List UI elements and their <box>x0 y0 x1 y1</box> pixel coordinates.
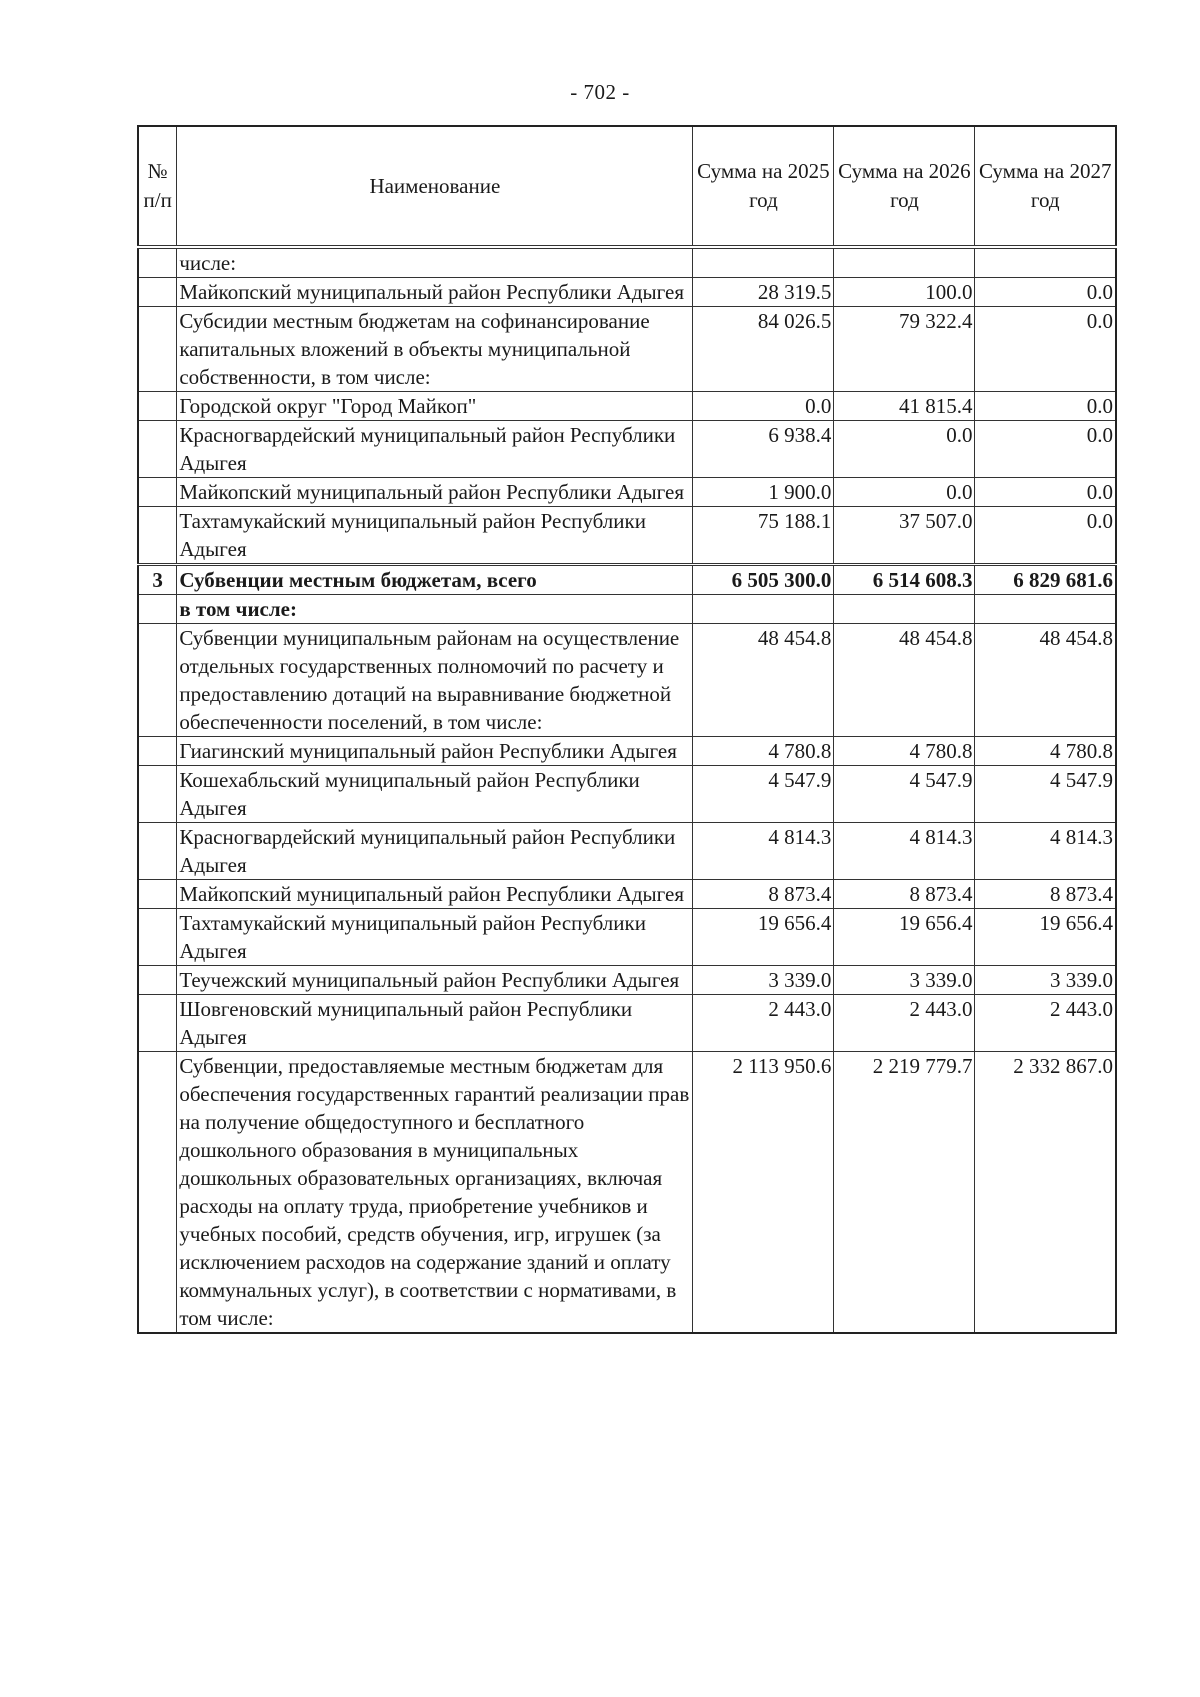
header-2027: Сумма на 2027 год <box>975 126 1116 247</box>
row-name-cell: Гиагинский муниципальный район Республики Адыгея <box>177 737 693 766</box>
amount-2026-cell: 3 339.0 <box>834 966 975 995</box>
amount-2025-cell: 6 938.4 <box>693 421 834 478</box>
amount-2026-cell: 8 873.4 <box>834 880 975 909</box>
amount-2027-cell <box>975 247 1116 278</box>
header-num: № п/п <box>138 126 177 247</box>
table-row <box>138 247 1116 278</box>
amount-2026-cell: 0.0 <box>834 421 975 478</box>
row-name-cell: Тахтамукайский муниципальный район Республики Адыгея <box>177 507 693 565</box>
amount-2026-cell: 2 219 779.7 <box>834 1052 975 1334</box>
amount-2027-cell: 4 780.8 <box>975 737 1116 766</box>
amount-2027-cell: 4 814.3 <box>975 823 1116 880</box>
row-number-cell <box>138 624 177 737</box>
amount-2025-cell: 2 443.0 <box>693 995 834 1052</box>
amount-2025-cell: 3 339.0 <box>693 966 834 995</box>
table-row <box>138 995 1116 1052</box>
amount-2027-cell: 0.0 <box>975 307 1116 392</box>
row-name-cell: Майкопский муниципальный район Республики Адыгея <box>177 478 693 507</box>
table-row <box>138 966 1116 995</box>
row-name-cell: в том числе: <box>177 595 693 624</box>
header-name: Наименование <box>177 126 693 247</box>
amount-2026-cell <box>834 247 975 278</box>
header-2025: Сумма на 2025 год <box>693 126 834 247</box>
amount-2027-cell <box>975 595 1116 624</box>
row-number-cell <box>138 766 177 823</box>
amount-2026-cell <box>834 595 975 624</box>
amount-2026-cell: 79 322.4 <box>834 307 975 392</box>
amount-2026-cell: 4 814.3 <box>834 823 975 880</box>
row-number-cell <box>138 880 177 909</box>
table-row <box>138 909 1116 966</box>
row-number-cell <box>138 595 177 624</box>
amount-2026-cell: 37 507.0 <box>834 507 975 565</box>
page-number: - 702 - <box>570 80 630 104</box>
table-row <box>138 421 1116 478</box>
amount-2026-cell: 41 815.4 <box>834 392 975 421</box>
row-name-cell: Субсидии местным бюджетам на софинансирование капитальных вложений в объекты муниципальной собственности, в том числе: <box>177 307 693 392</box>
row-number-cell <box>138 247 177 278</box>
amount-2025-cell: 28 319.5 <box>693 278 834 307</box>
row-number-cell <box>138 507 177 565</box>
row-name-cell: Майкопский муниципальный район Республики Адыгея <box>177 880 693 909</box>
amount-2025-cell: 6 505 300.0 <box>693 565 834 595</box>
row-name-cell: Шовгеновский муниципальный район Республики Адыгея <box>177 995 693 1052</box>
amount-2026-cell: 0.0 <box>834 478 975 507</box>
amount-2025-cell: 75 188.1 <box>693 507 834 565</box>
table-row <box>138 565 1116 595</box>
row-number-cell <box>138 392 177 421</box>
amount-2026-cell: 19 656.4 <box>834 909 975 966</box>
row-number-cell <box>138 737 177 766</box>
table-row <box>138 507 1116 565</box>
amount-2025-cell: 4 547.9 <box>693 766 834 823</box>
amount-2027-cell: 0.0 <box>975 478 1116 507</box>
amount-2026-cell: 4 547.9 <box>834 766 975 823</box>
amount-2025-cell: 48 454.8 <box>693 624 834 737</box>
table-row <box>138 766 1116 823</box>
budget-table <box>137 125 1117 1334</box>
table-row <box>138 478 1116 507</box>
amount-2025-cell: 8 873.4 <box>693 880 834 909</box>
amount-2027-cell: 6 829 681.6 <box>975 565 1116 595</box>
row-name-cell: Теучежский муниципальный район Республики Адыгея <box>177 966 693 995</box>
row-name-cell: Кошехабльский муниципальный район Республики Адыгея <box>177 766 693 823</box>
row-number-cell <box>138 478 177 507</box>
table-row <box>138 737 1116 766</box>
header-row <box>138 126 1116 247</box>
amount-2026-cell: 4 780.8 <box>834 737 975 766</box>
amount-2027-cell: 0.0 <box>975 507 1116 565</box>
amount-2025-cell: 0.0 <box>693 392 834 421</box>
row-name-cell: Субвенции муниципальным районам на осуществление отдельных государственных полномочий по расчету и предоставлению дотаций на выравнивание бюджетной обеспеченности поселений, в том числе: <box>177 624 693 737</box>
row-name-cell: Субвенции местным бюджетам, всего <box>177 565 693 595</box>
row-number-cell <box>138 909 177 966</box>
amount-2026-cell: 100.0 <box>834 278 975 307</box>
amount-2026-cell: 2 443.0 <box>834 995 975 1052</box>
amount-2027-cell: 3 339.0 <box>975 966 1116 995</box>
row-number-cell <box>138 278 177 307</box>
amount-2025-cell: 2 113 950.6 <box>693 1052 834 1334</box>
amount-2025-cell <box>693 595 834 624</box>
amount-2025-cell <box>693 247 834 278</box>
amount-2027-cell: 2 443.0 <box>975 995 1116 1052</box>
row-name-cell: Городской округ "Город Майкоп" <box>177 392 693 421</box>
amount-2027-cell: 19 656.4 <box>975 909 1116 966</box>
row-number-cell <box>138 1052 177 1334</box>
amount-2026-cell: 48 454.8 <box>834 624 975 737</box>
table-row <box>138 823 1116 880</box>
amount-2027-cell: 2 332 867.0 <box>975 1052 1116 1334</box>
amount-2025-cell: 4 780.8 <box>693 737 834 766</box>
amount-2027-cell: 0.0 <box>975 421 1116 478</box>
row-number-cell <box>138 995 177 1052</box>
row-name-cell: Красногвардейский муниципальный район Республики Адыгея <box>177 421 693 478</box>
amount-2027-cell: 8 873.4 <box>975 880 1116 909</box>
amount-2025-cell: 19 656.4 <box>693 909 834 966</box>
table-row <box>138 278 1116 307</box>
table-row <box>138 1052 1116 1334</box>
table-row <box>138 624 1116 737</box>
table-row <box>138 392 1116 421</box>
amount-2027-cell: 4 547.9 <box>975 766 1116 823</box>
row-name-cell: числе: <box>177 247 693 278</box>
table-row <box>138 880 1116 909</box>
table-body <box>138 247 1116 1333</box>
amount-2027-cell: 48 454.8 <box>975 624 1116 737</box>
row-name-cell: Майкопский муниципальный район Республики Адыгея <box>177 278 693 307</box>
amount-2026-cell: 6 514 608.3 <box>834 565 975 595</box>
amount-2027-cell: 0.0 <box>975 278 1116 307</box>
row-name-cell: Субвенции, предоставляемые местным бюджетам для обеспечения государственных гарантий реализации прав на получение общедоступного и бесплатного дошкольного образования в муниципальных дошкольных образовательных организациях, включая расходы на оплату труда, приобретение учебников и учебных пособий, средств обучения, игр, игрушек (за исключением расходов на содержание зданий и оплату коммунальных услуг), в соответствии с нормативами, в том числе: <box>177 1052 693 1334</box>
header-2026: Сумма на 2026 год <box>834 126 975 247</box>
row-name-cell: Красногвардейский муниципальный район Республики Адыгея <box>177 823 693 880</box>
amount-2025-cell: 84 026.5 <box>693 307 834 392</box>
table-row <box>138 307 1116 392</box>
row-number-cell <box>138 307 177 392</box>
row-number-cell <box>138 966 177 995</box>
amount-2025-cell: 4 814.3 <box>693 823 834 880</box>
row-number-cell <box>138 421 177 478</box>
row-number-cell <box>138 823 177 880</box>
amount-2025-cell: 1 900.0 <box>693 478 834 507</box>
table-row <box>138 595 1116 624</box>
row-number-cell: 3 <box>138 565 177 595</box>
row-name-cell: Тахтамукайский муниципальный район Республики Адыгея <box>177 909 693 966</box>
amount-2027-cell: 0.0 <box>975 392 1116 421</box>
